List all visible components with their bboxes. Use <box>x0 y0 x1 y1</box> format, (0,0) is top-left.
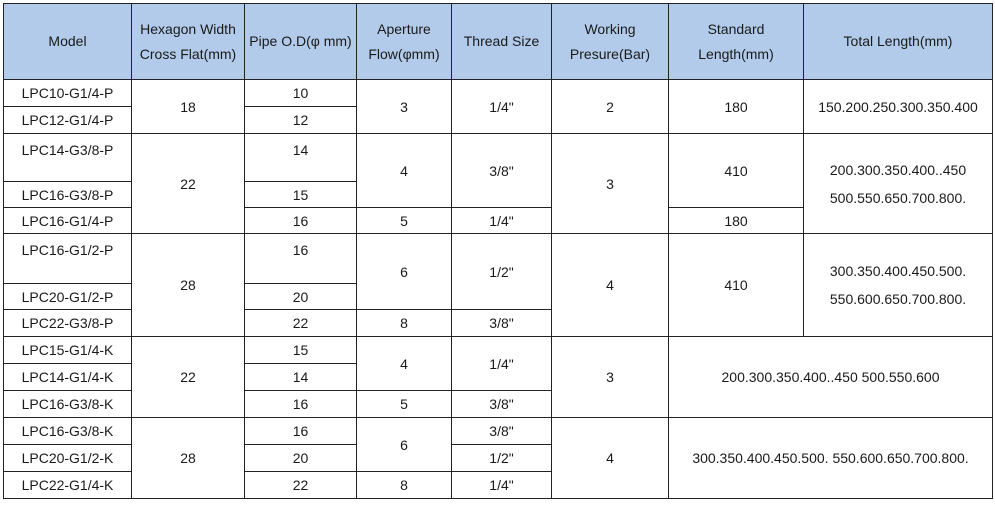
total-length-cell: 200.300.350.400..450 500.550.600 <box>669 337 993 418</box>
header-pipe-od: Pipe O.D(φ mm) <box>245 4 357 80</box>
thread-cell: 1/4" <box>452 208 552 234</box>
total-length-cell: 200.300.350.400..450 500.550.650.700.800. <box>804 134 993 234</box>
model-cell: LPC16-G1/4-P <box>4 208 132 234</box>
header-total-length: Total Length(mm) <box>804 4 993 80</box>
model-cell: LPC16-G3/8-K <box>4 418 132 445</box>
standard-length-cell: 410 <box>669 134 804 208</box>
model-cell: LPC22-G1/4-K <box>4 472 132 499</box>
hex-cell: 22 <box>132 134 245 234</box>
pressure-cell: 4 <box>552 234 669 337</box>
pipe-cell: 14 <box>245 364 357 391</box>
thread-cell: 1/4" <box>452 472 552 499</box>
standard-length-cell: 180 <box>669 208 804 234</box>
total-length-cell: 300.350.400.450.500. 550.600.650.700.800. <box>804 234 993 337</box>
table-row <box>4 337 993 364</box>
pressure-cell: 4 <box>552 418 669 499</box>
standard-length-cell: 410 <box>669 234 804 337</box>
aperture-cell: 8 <box>357 310 452 337</box>
header-row <box>4 4 993 80</box>
hex-cell: 28 <box>132 418 245 499</box>
aperture-cell: 4 <box>357 134 452 208</box>
hex-cell: 22 <box>132 337 245 418</box>
thread-cell: 1/2" <box>452 445 552 472</box>
model-cell: LPC10-G1/4-P <box>4 80 132 107</box>
pipe-cell: 22 <box>245 472 357 499</box>
hex-cell: 28 <box>132 234 245 337</box>
hex-cell: 18 <box>132 80 245 134</box>
model-cell: LPC12-G1/4-P <box>4 107 132 134</box>
aperture-cell: 4 <box>357 337 452 391</box>
model-cell: LPC16-G3/8-K <box>4 391 132 418</box>
pipe-cell: 16 <box>245 208 357 234</box>
model-cell: LPC14-G3/8-P <box>4 134 132 182</box>
pipe-cell: 22 <box>245 310 357 337</box>
thread-cell: 3/8" <box>452 134 552 208</box>
model-cell: LPC22-G3/8-P <box>4 310 132 337</box>
pipe-cell: 10 <box>245 80 357 107</box>
aperture-cell: 5 <box>357 208 452 234</box>
pressure-cell: 3 <box>552 134 669 234</box>
pressure-cell: 3 <box>552 337 669 418</box>
pipe-cell: 14 <box>245 134 357 182</box>
header-model: Model <box>4 4 132 80</box>
pipe-cell: 20 <box>245 284 357 310</box>
model-cell: LPC14-G1/4-K <box>4 364 132 391</box>
header-thread: Thread Size <box>452 4 552 80</box>
aperture-cell: 6 <box>357 234 452 310</box>
table-row <box>4 234 993 284</box>
model-cell: LPC15-G1/4-K <box>4 337 132 364</box>
pipe-cell: 16 <box>245 391 357 418</box>
aperture-cell: 6 <box>357 418 452 472</box>
pipe-cell: 20 <box>245 445 357 472</box>
standard-length-cell: 180 <box>669 80 804 134</box>
header-standard-length: Standard Length(mm) <box>669 4 804 80</box>
thread-cell: 3/8" <box>452 418 552 445</box>
thread-cell: 1/4" <box>452 80 552 134</box>
aperture-cell: 5 <box>357 391 452 418</box>
pipe-cell: 16 <box>245 234 357 284</box>
header-aperture: Aperture Flow(φmm) <box>357 4 452 80</box>
model-cell: LPC16-G1/2-P <box>4 234 132 284</box>
header-pressure: Working Presure(Bar) <box>552 4 669 80</box>
aperture-cell: 8 <box>357 472 452 499</box>
model-cell: LPC20-G1/2-P <box>4 284 132 310</box>
thread-cell: 1/2" <box>452 234 552 310</box>
pipe-cell: 16 <box>245 418 357 445</box>
thread-cell: 3/8" <box>452 391 552 418</box>
table-row <box>4 134 993 182</box>
specs-table <box>3 3 993 499</box>
pressure-cell: 2 <box>552 80 669 134</box>
table-row <box>4 418 993 445</box>
pipe-cell: 15 <box>245 182 357 208</box>
total-length-cell: 300.350.400.450.500. 550.600.650.700.800. <box>669 418 993 499</box>
aperture-cell: 3 <box>357 80 452 134</box>
thread-cell: 1/4" <box>452 337 552 391</box>
model-cell: LPC16-G3/8-P <box>4 182 132 208</box>
pipe-cell: 15 <box>245 337 357 364</box>
pipe-cell: 12 <box>245 107 357 134</box>
table-row <box>4 80 993 107</box>
thread-cell: 3/8" <box>452 310 552 337</box>
model-cell: LPC20-G1/2-K <box>4 445 132 472</box>
total-length-cell: 150.200.250.300.350.400 <box>804 80 993 134</box>
header-hex-width: Hexagon Width Cross Flat(mm) <box>132 4 245 80</box>
